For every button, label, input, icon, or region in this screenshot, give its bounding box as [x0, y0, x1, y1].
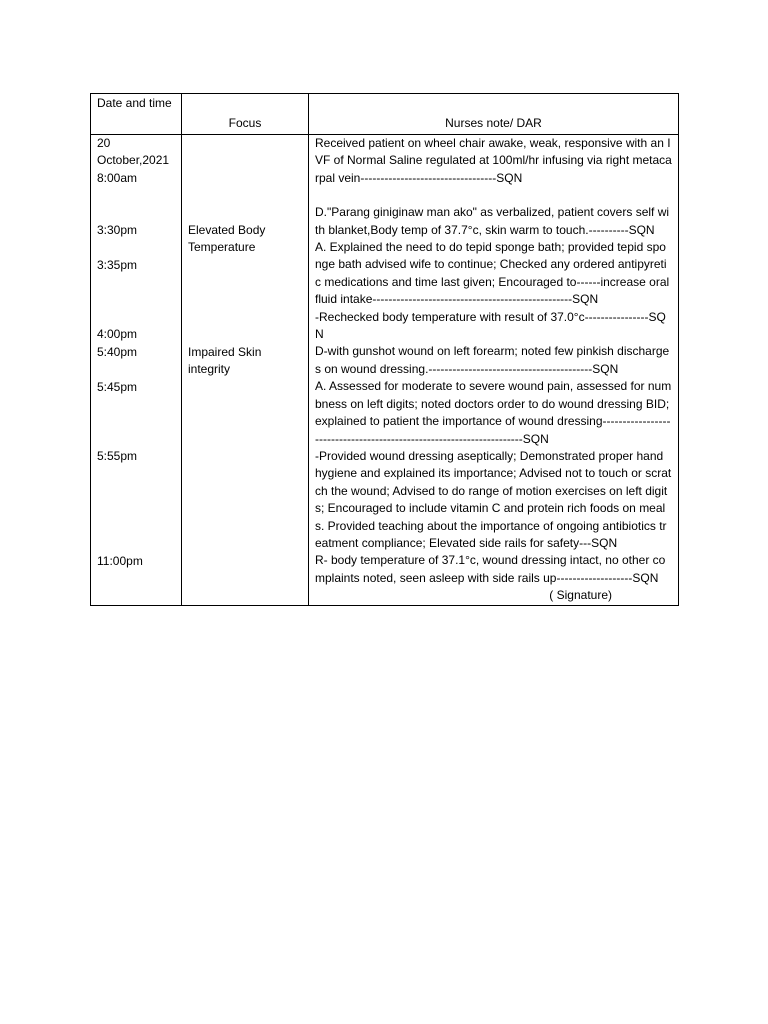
time-entry: 3:30pm	[97, 223, 138, 237]
focus-entry: Impaired Skin integrity	[188, 345, 262, 377]
header-focus: Focus	[182, 94, 309, 135]
note-entry: Received patient on wheel chair awake, weak, responsive with an IVF of Normal Saline regulated at 100ml/hr infusing via right metacarpal vein----------------------------------SQN	[315, 136, 672, 185]
time-entry: 4:00pm	[97, 327, 138, 341]
note-entry: -Provided wound dressing aseptically; Demonstrated proper hand hygiene and explained its importance; Advised not to touch or scratch the wound; Advised to do range of motion exercises on left digits; Encouraged to include vitamin C and protein rich foods on meals. Provided teaching about the importance of ongoing antibiotics treatment compliance; Elevated side rails for safety---SQN	[315, 448, 672, 550]
header-nurses-note: Nurses note/ DAR	[309, 94, 679, 135]
entry-date: 20 October,2021	[97, 136, 170, 168]
time-entry: 5:45pm	[97, 380, 138, 394]
note-entry: D."Parang giniginaw man ako" as verbalized, patient covers self with blanket,Body temp of 37.7°c, skin warm to touch.----------SQN	[315, 205, 670, 237]
note-entry: R- body temperature of 37.1°c, wound dressing intact, no other complaints noted, seen asleep with side rails up-------------------SQN	[315, 553, 666, 585]
note-entry: D-with gunshot wound on left forearm; noted few pinkish discharges on wound dressing.-----------------------------------------SQN	[315, 344, 670, 376]
date-time-column	[91, 135, 182, 606]
focus-column	[182, 135, 309, 606]
note-entry: -Rechecked body temperature with result of 37.0°c----------------SQN	[315, 309, 666, 342]
entry-row	[91, 135, 679, 606]
note-entry: A. Explained the need to do tepid sponge bath; provided tepid sponge bath advised wife to continue; Checked any ordered antipyretic medications and time last given; Encouraged to------increase oral fluid intake--------------------------------------------------SQN	[315, 240, 670, 307]
time-entry: 5:40pm	[97, 345, 138, 359]
time-entry: 8:00am	[97, 171, 138, 185]
time-entry: 3:35pm	[97, 258, 138, 272]
time-entry: 5:55pm	[97, 449, 138, 463]
note-entry: A. Assessed for moderate to severe wound pain, assessed for numbness on left digits; noted doctors order to do wound dressing BID; explained to patient the importance of wound dressing---------------------------------------------------------------------SQN	[315, 379, 672, 446]
nurses-notes-sheet	[90, 93, 678, 606]
header-date-time: Date and time	[91, 94, 182, 135]
nurses-note-column	[309, 135, 679, 606]
nurses-notes-table	[90, 93, 679, 606]
time-entry: 11:00pm	[97, 554, 143, 568]
focus-entry: Elevated Body Temperature	[188, 223, 266, 255]
signature-line: ( Signature)	[549, 588, 612, 603]
header-row	[91, 94, 679, 135]
